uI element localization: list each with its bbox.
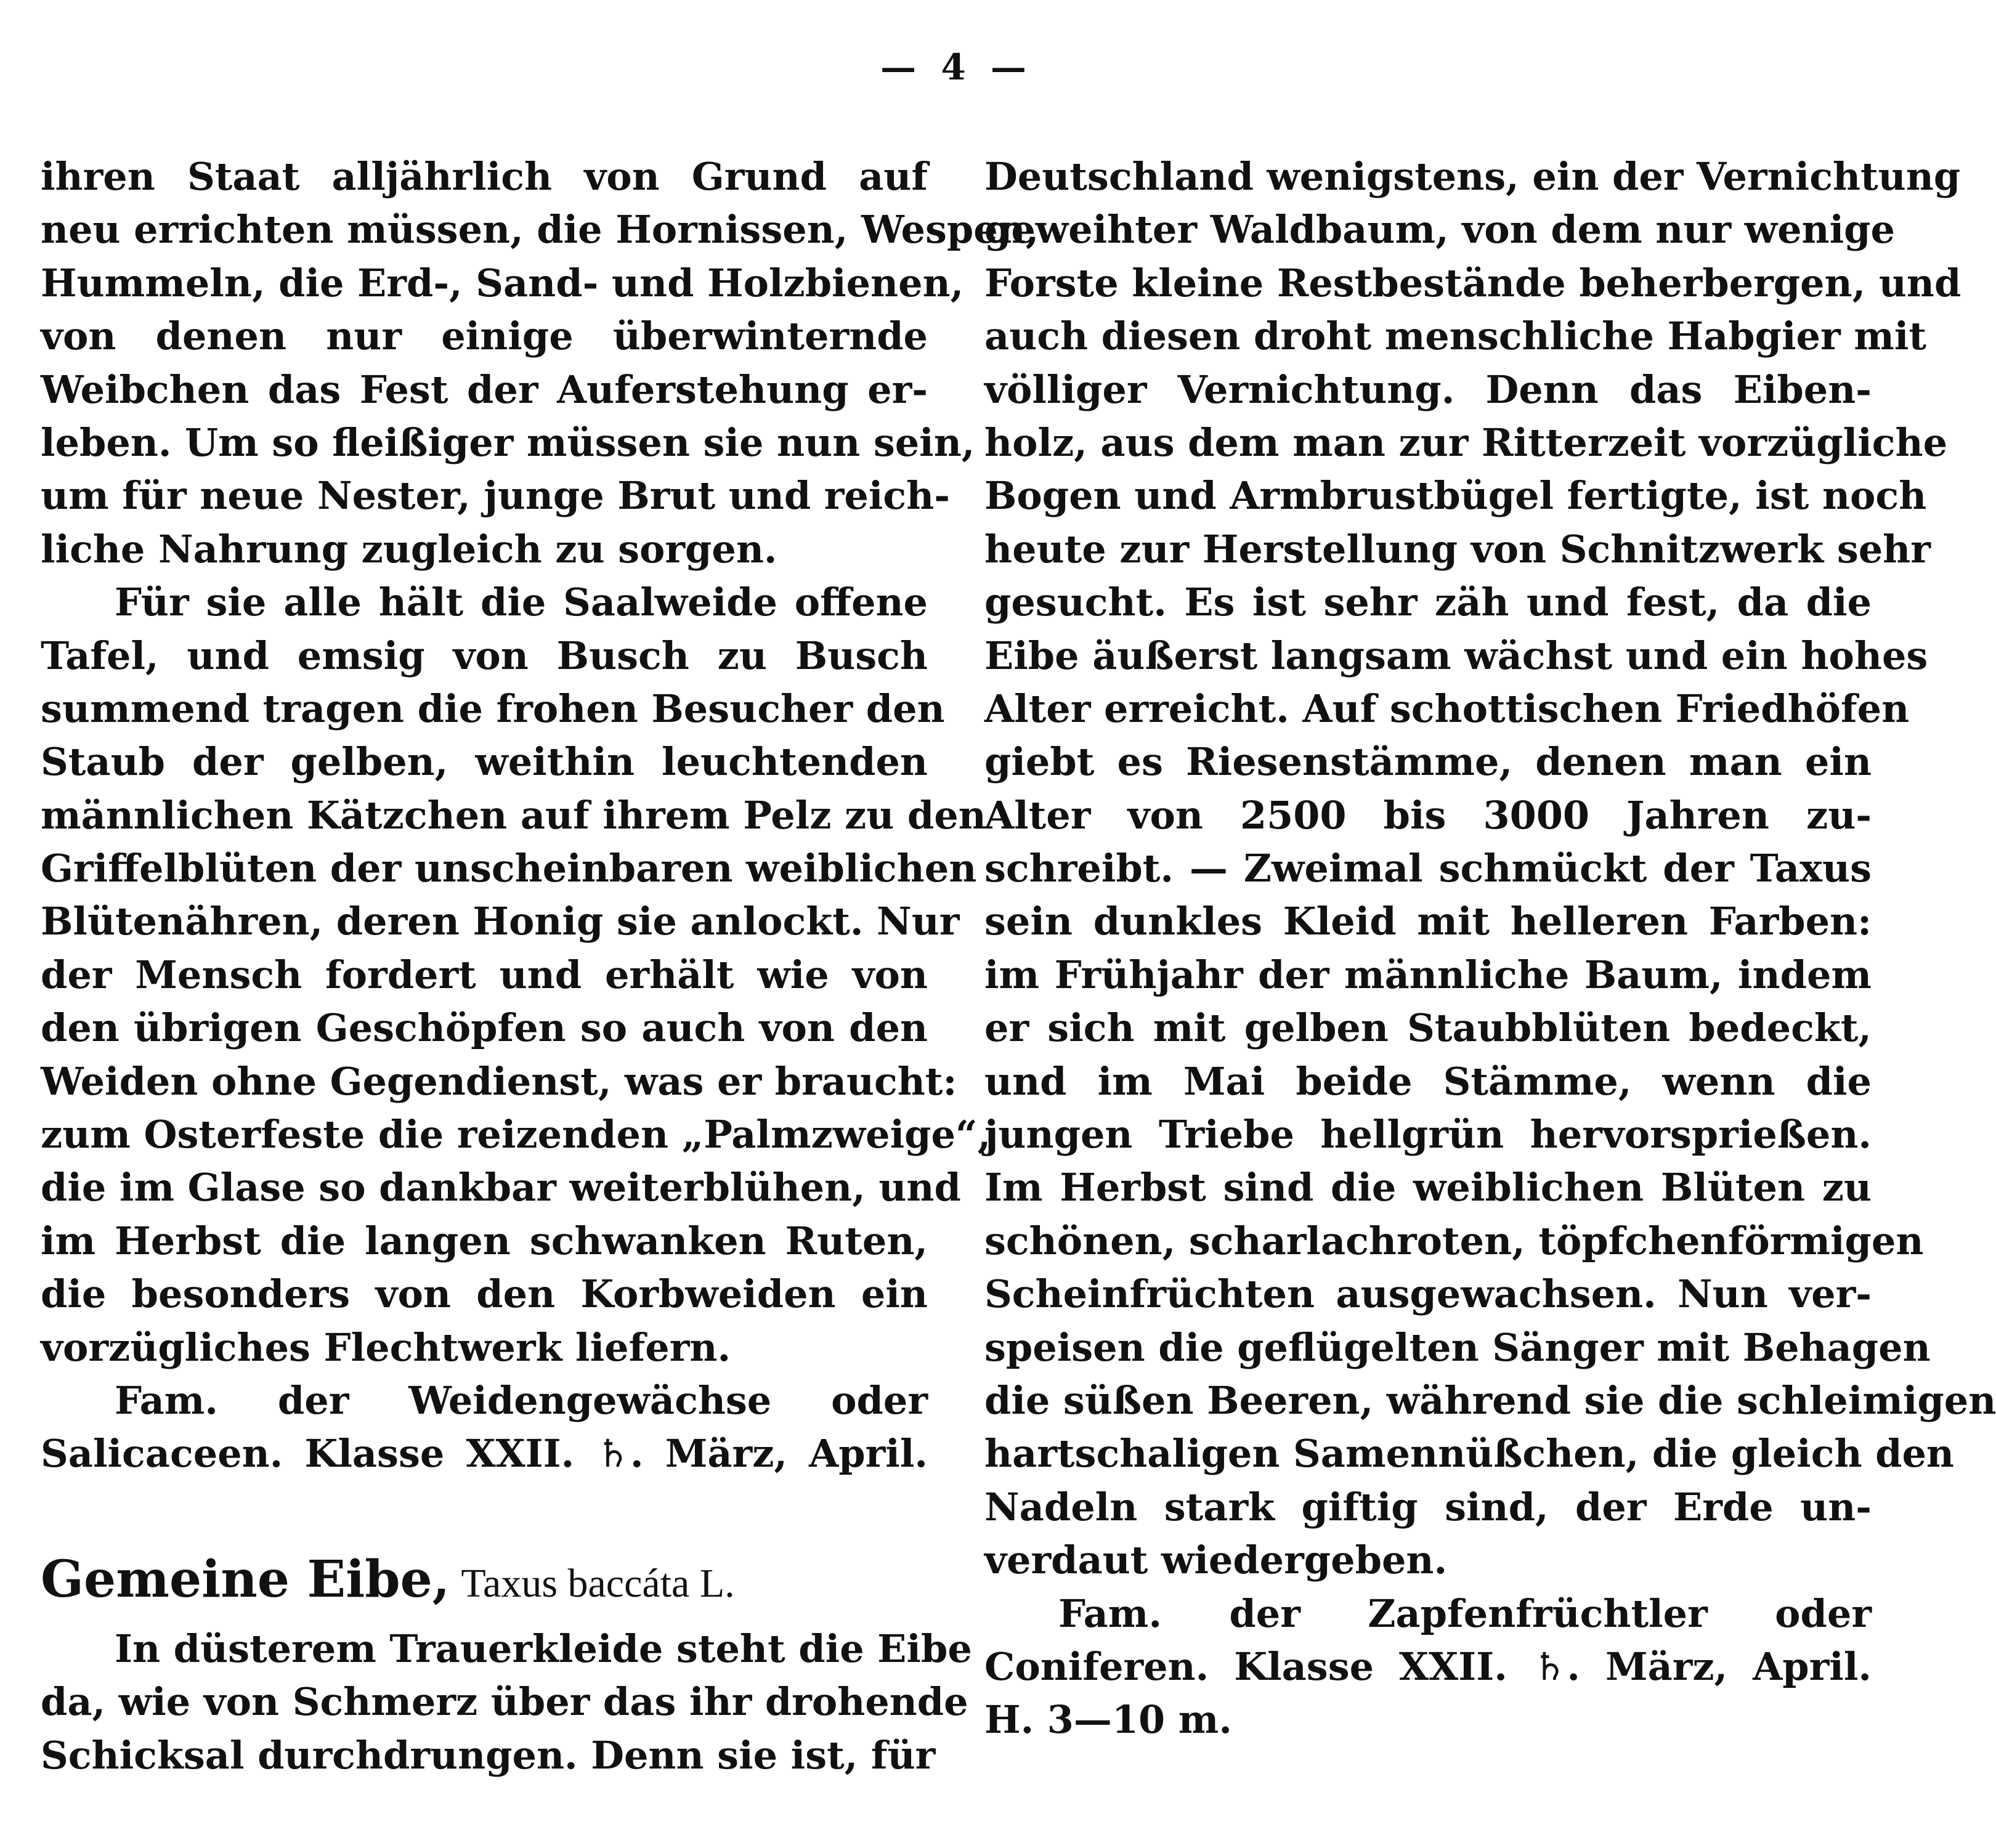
text-line: die im Glase so dankbar weiterblühen, und bbox=[41, 1165, 961, 1210]
text-line: leben. Um so fleißiger müssen sie nun sein, bbox=[41, 419, 975, 465]
text-line: Weiden ohne Gegendienst, was er braucht: bbox=[41, 1058, 957, 1104]
text-line: neu errichten müssen, die Hornissen, Wespen, bbox=[41, 207, 1039, 253]
text-line: Blütenähren, deren Honig sie anlockt. Nur bbox=[41, 899, 960, 944]
text-line: Tafel, und emsig von Busch zu Busch bbox=[41, 633, 928, 678]
text-line: Schicksal durchdrungen. Denn sie ist, für bbox=[41, 1732, 936, 1778]
text-line: In düsterem Trauerkleide steht die Eibe bbox=[115, 1626, 972, 1671]
text-line: im Frühjahr der männliche Baum, indem bbox=[984, 952, 1872, 997]
paragraph bbox=[41, 1374, 928, 1481]
text-line: Deutschland wenigstens, ein der Vernichtung bbox=[984, 154, 1961, 199]
paragraph bbox=[984, 1587, 1872, 1747]
text-line: holz, aus dem man zur Ritterzeit vorzügliche bbox=[984, 419, 1948, 465]
right-column bbox=[984, 150, 1996, 1747]
text-line: sein dunkles Kleid mit helleren Farben: bbox=[984, 899, 1872, 944]
text-line: Eibe äußerst langsam wächst und ein hohes bbox=[984, 633, 1928, 678]
text-line: da, wie von Schmerz über das ihr drohende bbox=[41, 1679, 968, 1725]
paragraph bbox=[41, 150, 1039, 576]
text-line: auch diesen droht menschliche Habgier mit bbox=[984, 314, 1927, 359]
text-line: Forste kleine Restbestände beherbergen, und bbox=[984, 260, 1962, 306]
text-line: hartschaligen Samennüßchen, die gleich den bbox=[984, 1431, 1955, 1477]
text-line: H. 3—10 m. bbox=[984, 1697, 1232, 1743]
text-line: schreibt. — Zweimal schmückt der Taxus bbox=[984, 846, 1872, 891]
text-line: giebt es Riesenstämme, denen man ein bbox=[984, 739, 1872, 785]
text-line: gesucht. Es ist sehr zäh und fest, da die bbox=[984, 580, 1872, 625]
text-line: Salicaceen. Klasse XXII. ♄. März, April. bbox=[41, 1431, 928, 1477]
left-column bbox=[41, 150, 1039, 1782]
text-line: Bogen und Armbrustbügel fertigte, ist noch bbox=[984, 473, 1927, 519]
text-line: die besonders von den Korbweiden ein bbox=[41, 1271, 928, 1317]
text-line: geweihter Waldbaum, von dem nur wenige bbox=[984, 207, 1895, 253]
text-line: völliger Vernichtung. Denn das Eiben- bbox=[984, 367, 1872, 412]
section-heading bbox=[41, 1536, 928, 1623]
text-line: Coniferen. Klasse XXII. ♄. März, April. bbox=[984, 1643, 1872, 1689]
text-line: Für sie alle hält die Saalweide offene bbox=[115, 580, 928, 625]
text-line: männlichen Kätzchen auf ihrem Pelz zu den bbox=[41, 792, 986, 838]
paragraph bbox=[984, 150, 1996, 1587]
text-line: Fam. der Weidengewächse oder bbox=[115, 1377, 928, 1423]
text-line: den übrigen Geschöpfen so auch von den bbox=[41, 1005, 928, 1051]
text-line: Staub der gelben, weithin leuchtenden bbox=[41, 739, 928, 785]
text-line: vorzügliches Flechtwerk liefern. bbox=[41, 1324, 731, 1370]
text-line: und im Mai beide Stämme, wenn die bbox=[984, 1058, 1872, 1104]
text-line: Alter von 2500 bis 3000 Jahren zu- bbox=[984, 792, 1872, 838]
text-line: von denen nur einige überwinternde bbox=[41, 314, 928, 359]
text-line: Hummeln, die Erd-, Sand- und Holzbienen, bbox=[41, 260, 964, 306]
text-line: Alter erreicht. Auf schottischen Friedhöfen bbox=[984, 686, 1910, 731]
paragraph bbox=[41, 1623, 972, 1782]
text-line: summend tragen die frohen Besucher den bbox=[41, 686, 945, 731]
text-line: er sich mit gelben Staubblüten bedeckt, bbox=[984, 1005, 1872, 1051]
page-number: — 4 — bbox=[880, 46, 1032, 88]
text-line: Im Herbst sind die weiblichen Blüten zu bbox=[984, 1165, 1872, 1210]
text-line: Nadeln stark giftig sind, der Erde un- bbox=[984, 1484, 1872, 1530]
text-line: Griffelblüten der unscheinbaren weiblichen bbox=[41, 846, 977, 891]
text-line: Scheinfrüchten ausgewachsen. Nun ver- bbox=[984, 1271, 1872, 1317]
text-line: jungen Triebe hellgrün hervorsprießen. bbox=[984, 1112, 1872, 1157]
text-line: der Mensch fordert und erhält wie von bbox=[41, 952, 928, 997]
text-line: Weibchen das Fest der Auferstehung er- bbox=[41, 367, 928, 412]
text-line: speisen die geflügelten Sänger mit Behagen bbox=[984, 1324, 1931, 1370]
paragraph bbox=[41, 576, 991, 1374]
heading-title: Gemeine Eibe, bbox=[41, 1549, 450, 1609]
text-line: ihren Staat alljährlich von Grund auf bbox=[41, 154, 928, 199]
text-line: verdaut wiedergeben. bbox=[984, 1538, 1448, 1583]
text-line: im Herbst die langen schwanken Ruten, bbox=[41, 1218, 928, 1263]
text-line: die süßen Beeren, während sie die schleimigen bbox=[984, 1377, 1996, 1423]
text-line: schönen, scharlachroten, töpfchenförmigen bbox=[984, 1218, 1924, 1263]
heading-latin-name: Taxus baccáta L. bbox=[461, 1560, 735, 1606]
text-line: zum Osterfeste die reizenden „Palmzweige“, bbox=[41, 1112, 991, 1157]
text-line: um für neue Nester, junge Brut und reich- bbox=[41, 473, 950, 519]
text-line: liche Nahrung zugleich zu sorgen. bbox=[41, 526, 777, 572]
text-line: Fam. der Zapfenfrüchtler oder bbox=[1058, 1591, 1872, 1636]
text-line: heute zur Herstellung von Schnitzwerk sehr bbox=[984, 526, 1931, 572]
